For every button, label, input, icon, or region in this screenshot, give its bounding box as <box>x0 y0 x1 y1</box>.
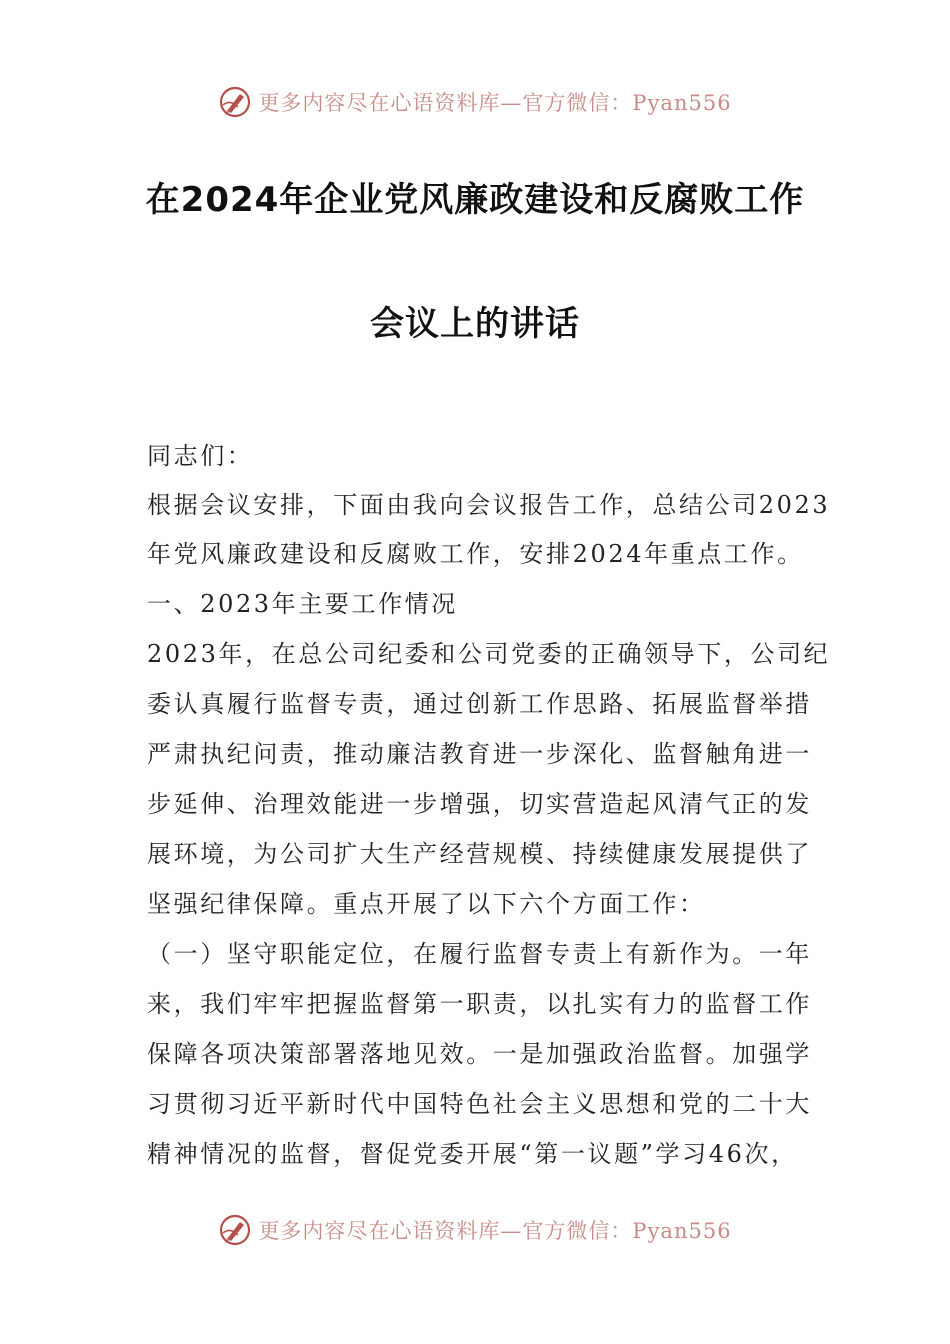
body-line: 委认真履行监督专责，通过创新工作思路、拓展监督举措 <box>147 690 812 718</box>
body-line: 步延伸、治理效能进一步增强，切实营造起风清气正的发 <box>147 790 812 818</box>
body-line: 精神情况的监督，督促党委开展“第一议题”学习46次， <box>147 1140 798 1168</box>
document-title-line-2: 会议上的讲话 <box>370 304 580 344</box>
body-line: 一、2023年主要工作情况 <box>147 590 458 618</box>
body-line: 年党风廉政建设和反腐败工作，安排2024年重点工作。 <box>147 540 804 568</box>
footer-banner-text: 更多内容尽在心语资料库—官方微信：Pyan556 <box>258 1219 732 1243</box>
body-line: 2023年，在总公司纪委和公司党委的正确领导下，公司纪 <box>147 640 831 668</box>
body-line: 根据会议安排，下面由我向会议报告工作，总结公司2023 <box>147 491 831 519</box>
header-banner <box>0 82 950 122</box>
footer-banner <box>0 1210 950 1250</box>
body-line: （一）坚守职能定位，在履行监督专责上有新作为。一年 <box>147 940 812 968</box>
body-line: 保障各项决策部署落地见效。一是加强政治监督。加强学 <box>147 1040 812 1068</box>
body-line: 来，我们牢牢把握监督第一职责，以扎实有力的监督工作 <box>147 990 812 1018</box>
body-line: 习贯彻习近平新时代中国特色社会主义思想和党的二十大 <box>147 1090 812 1118</box>
pen-logo-icon <box>218 1213 252 1247</box>
body-line: 坚强纪律保障。重点开展了以下六个方面工作： <box>147 890 706 918</box>
document-title-line-1: 在2024年企业党风廉政建设和反腐败工作 <box>145 180 805 220</box>
body-line: 严肃执纪问责，推动廉洁教育进一步深化、监督触角进一 <box>147 740 812 768</box>
body-line: 同志们： <box>147 442 254 470</box>
pen-logo-icon <box>218 85 252 119</box>
body-line: 展环境，为公司扩大生产经营规模、持续健康发展提供了 <box>147 840 812 868</box>
header-banner-text: 更多内容尽在心语资料库—官方微信：Pyan556 <box>258 91 732 115</box>
